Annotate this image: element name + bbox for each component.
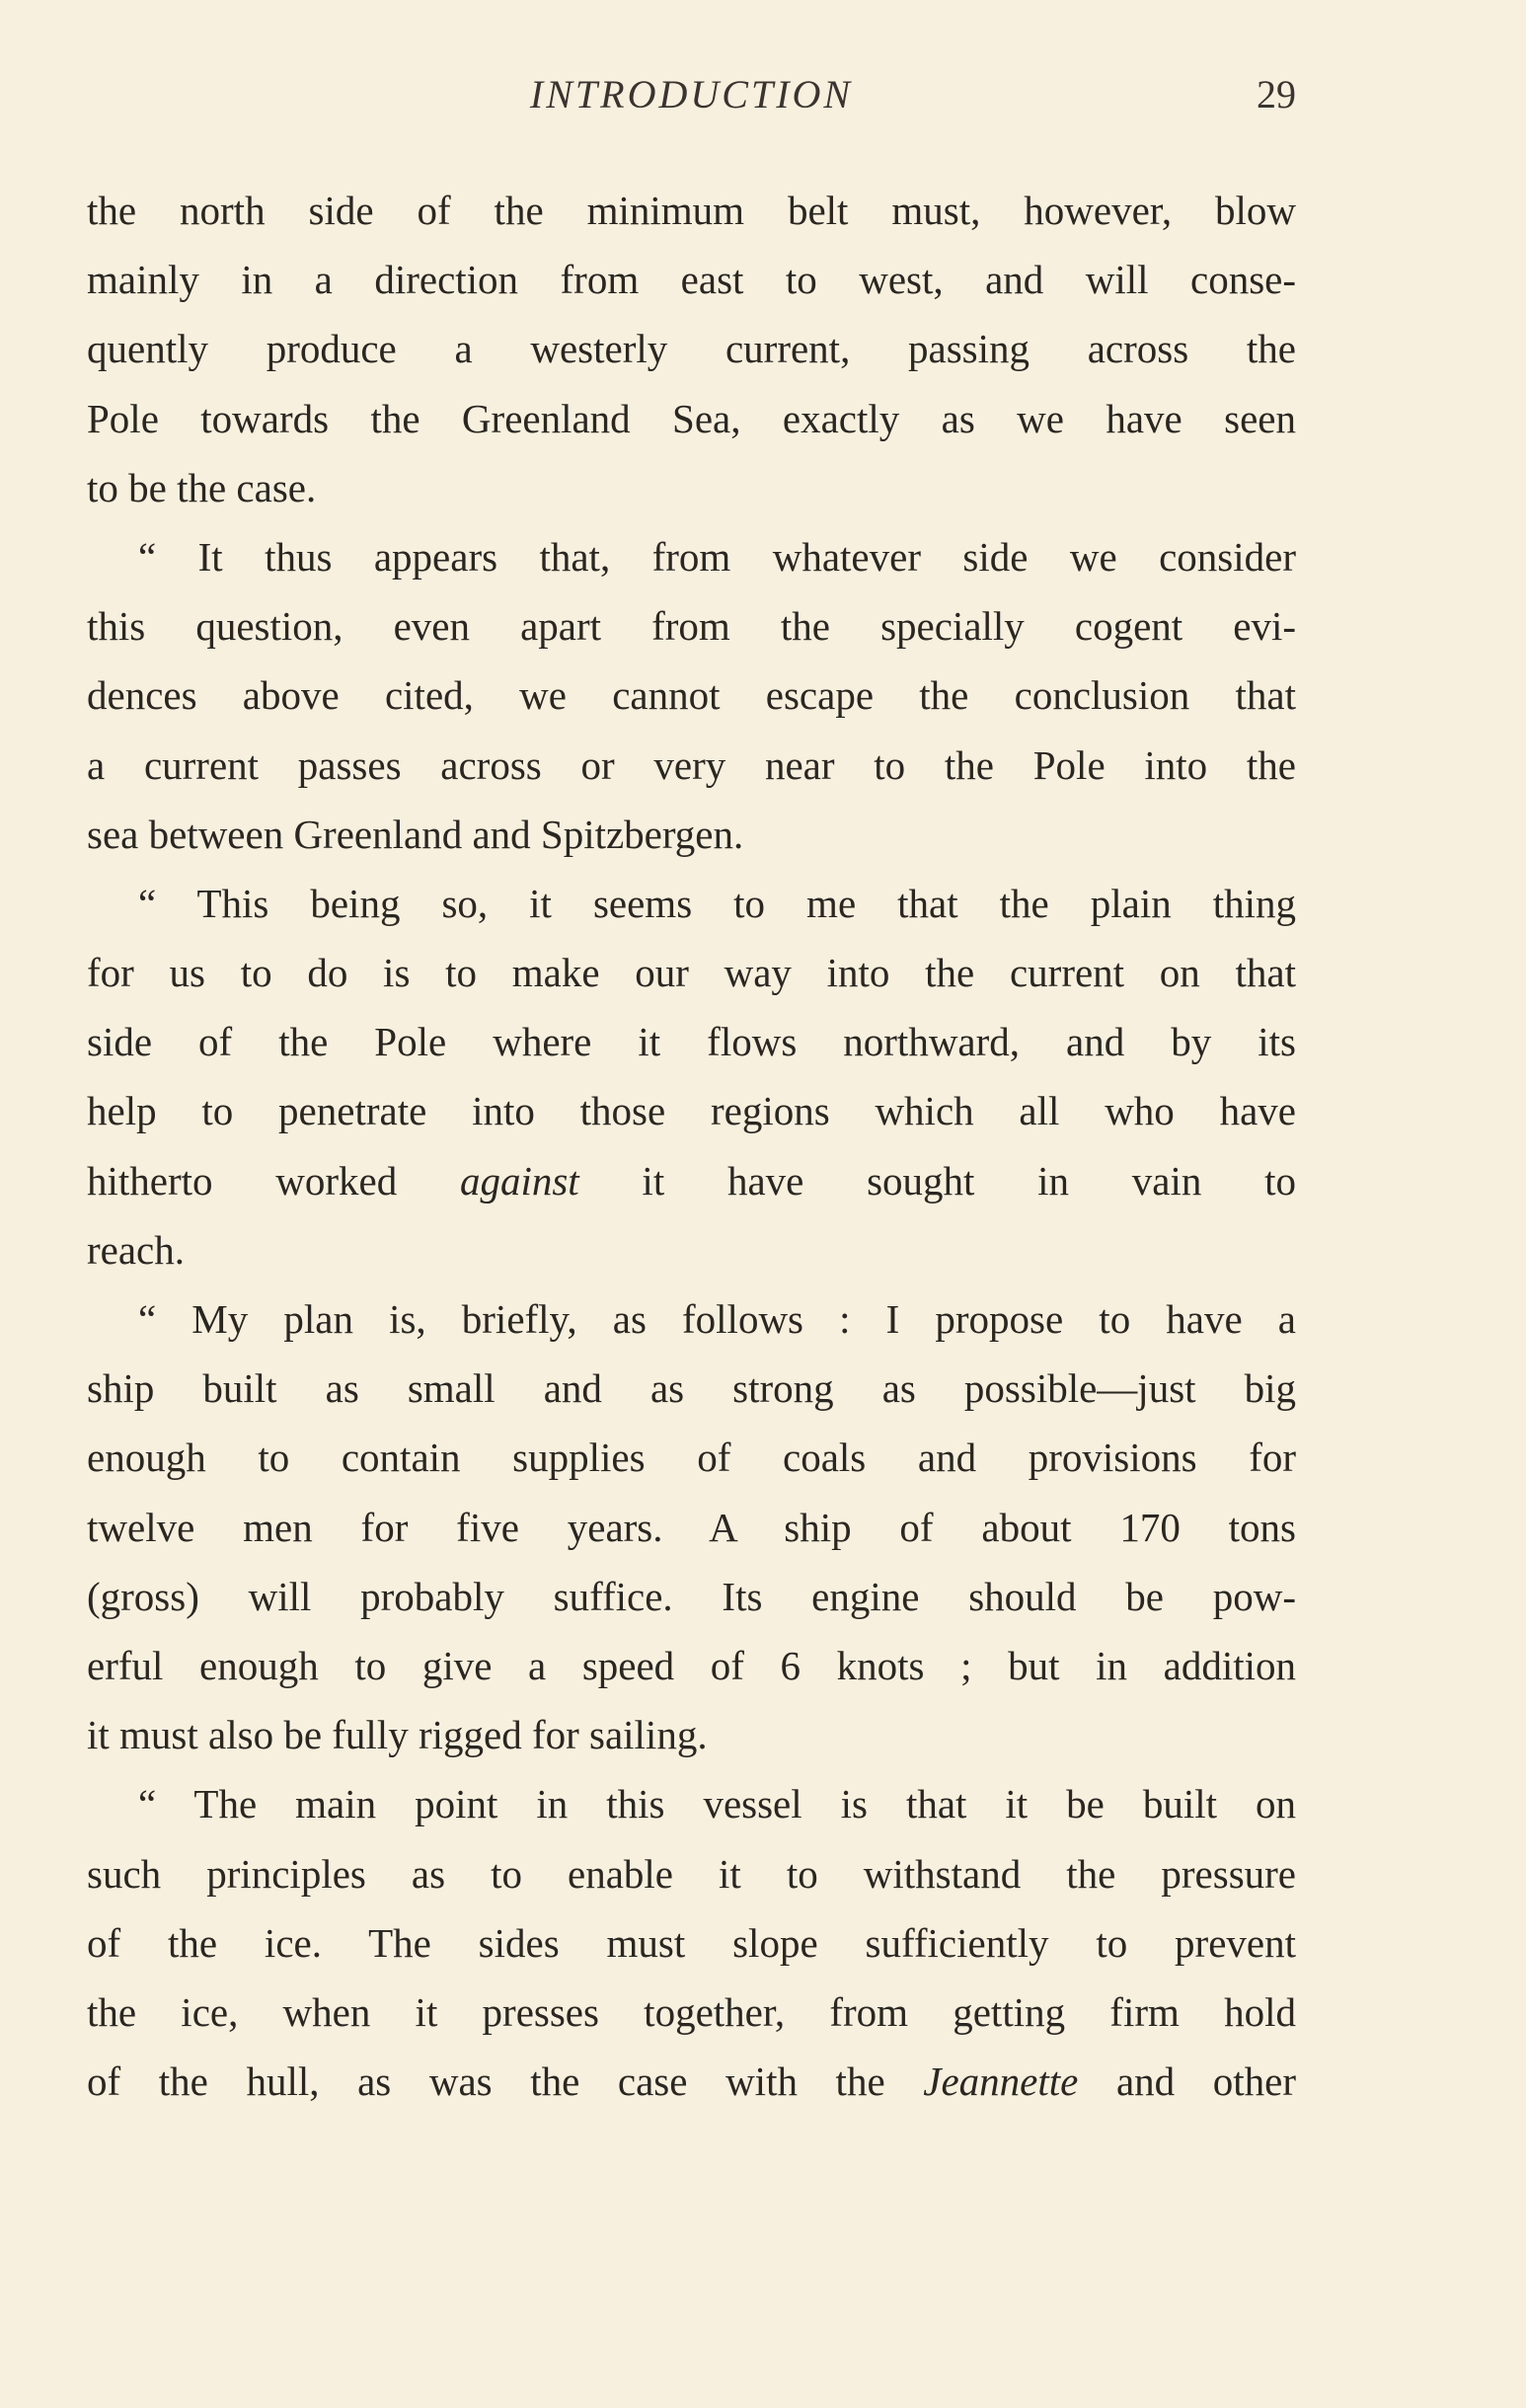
text-line: Pole towards the Greenland Sea, exactly as we have seen: [87, 395, 1296, 441]
text-line: erful enough to give a speed of 6 knots ; but in addition: [87, 1642, 1296, 1688]
text-line: for us to do is to make our way into the current on that: [87, 950, 1296, 996]
text-line: the north side of the minimum belt must, however, blow: [87, 188, 1296, 233]
text-segment: of the hull, as was the case with the: [87, 2058, 924, 2105]
text-line: such principles as to enable it to withstand the pressure: [87, 1850, 1296, 1897]
text-line: “ The main point in this vessel is that it be built on: [138, 1781, 1296, 1827]
running-head: [87, 71, 1296, 130]
text-line: of the ice. The sides must slope sufficiently to prevent: [87, 1919, 1296, 1966]
text-segment: and other: [1078, 2058, 1296, 2105]
text-line: a current passes across or very near to the Pole into the: [87, 741, 1296, 788]
text-segment: hitherto worked: [87, 1157, 460, 1204]
text-line: (gross) will probably suffice. Its engine should be pow-: [87, 1573, 1296, 1619]
text-line: it must also be fully rigged for sailing.: [87, 1712, 708, 1758]
text-segment: it have sought in vain to: [578, 1157, 1296, 1204]
text-line: “ This being so, it seems to me that the plain thing: [138, 880, 1296, 926]
text-line: this question, even apart from the specially cogent evi-: [87, 603, 1296, 650]
italic-word: Jeannette: [923, 2058, 1079, 2105]
body-text: [87, 176, 1296, 2116]
text-line: “ It thus appears that, from whatever side we consider: [138, 533, 1296, 580]
text-line: side of the Pole where it flows northward, and by its: [87, 1019, 1296, 1065]
text-line: [87, 1146, 1296, 1215]
text-line: dences above cited, we cannot escape the conclusion that: [87, 672, 1296, 719]
text-line: [87, 2047, 1296, 2116]
text-line: the ice, when it presses together, from getting firm hold: [87, 1988, 1296, 2035]
text-line: quently produce a westerly current, passing across the: [87, 326, 1296, 372]
text-line: help to penetrate into those regions which all who have: [87, 1088, 1296, 1134]
page-number: 29: [1257, 72, 1296, 117]
text-line: ship built as small and as strong as possible—just big: [87, 1365, 1296, 1412]
running-head-title: INTRODUCTION: [529, 72, 854, 117]
text-line: to be the case.: [87, 464, 317, 510]
text-line: enough to contain supplies of coals and provisions for: [87, 1435, 1296, 1481]
text-line: twelve men for five years. A ship of about 170 tons: [87, 1504, 1296, 1550]
italic-word: against: [459, 1157, 579, 1204]
text-line: sea between Greenland and Spitzbergen.: [87, 811, 744, 857]
text-line: “ My plan is, briefly, as follows : I propose to have a: [138, 1296, 1296, 1342]
text-line: mainly in a direction from east to west, and will conse-: [87, 257, 1296, 303]
text-line: reach.: [87, 1226, 185, 1273]
